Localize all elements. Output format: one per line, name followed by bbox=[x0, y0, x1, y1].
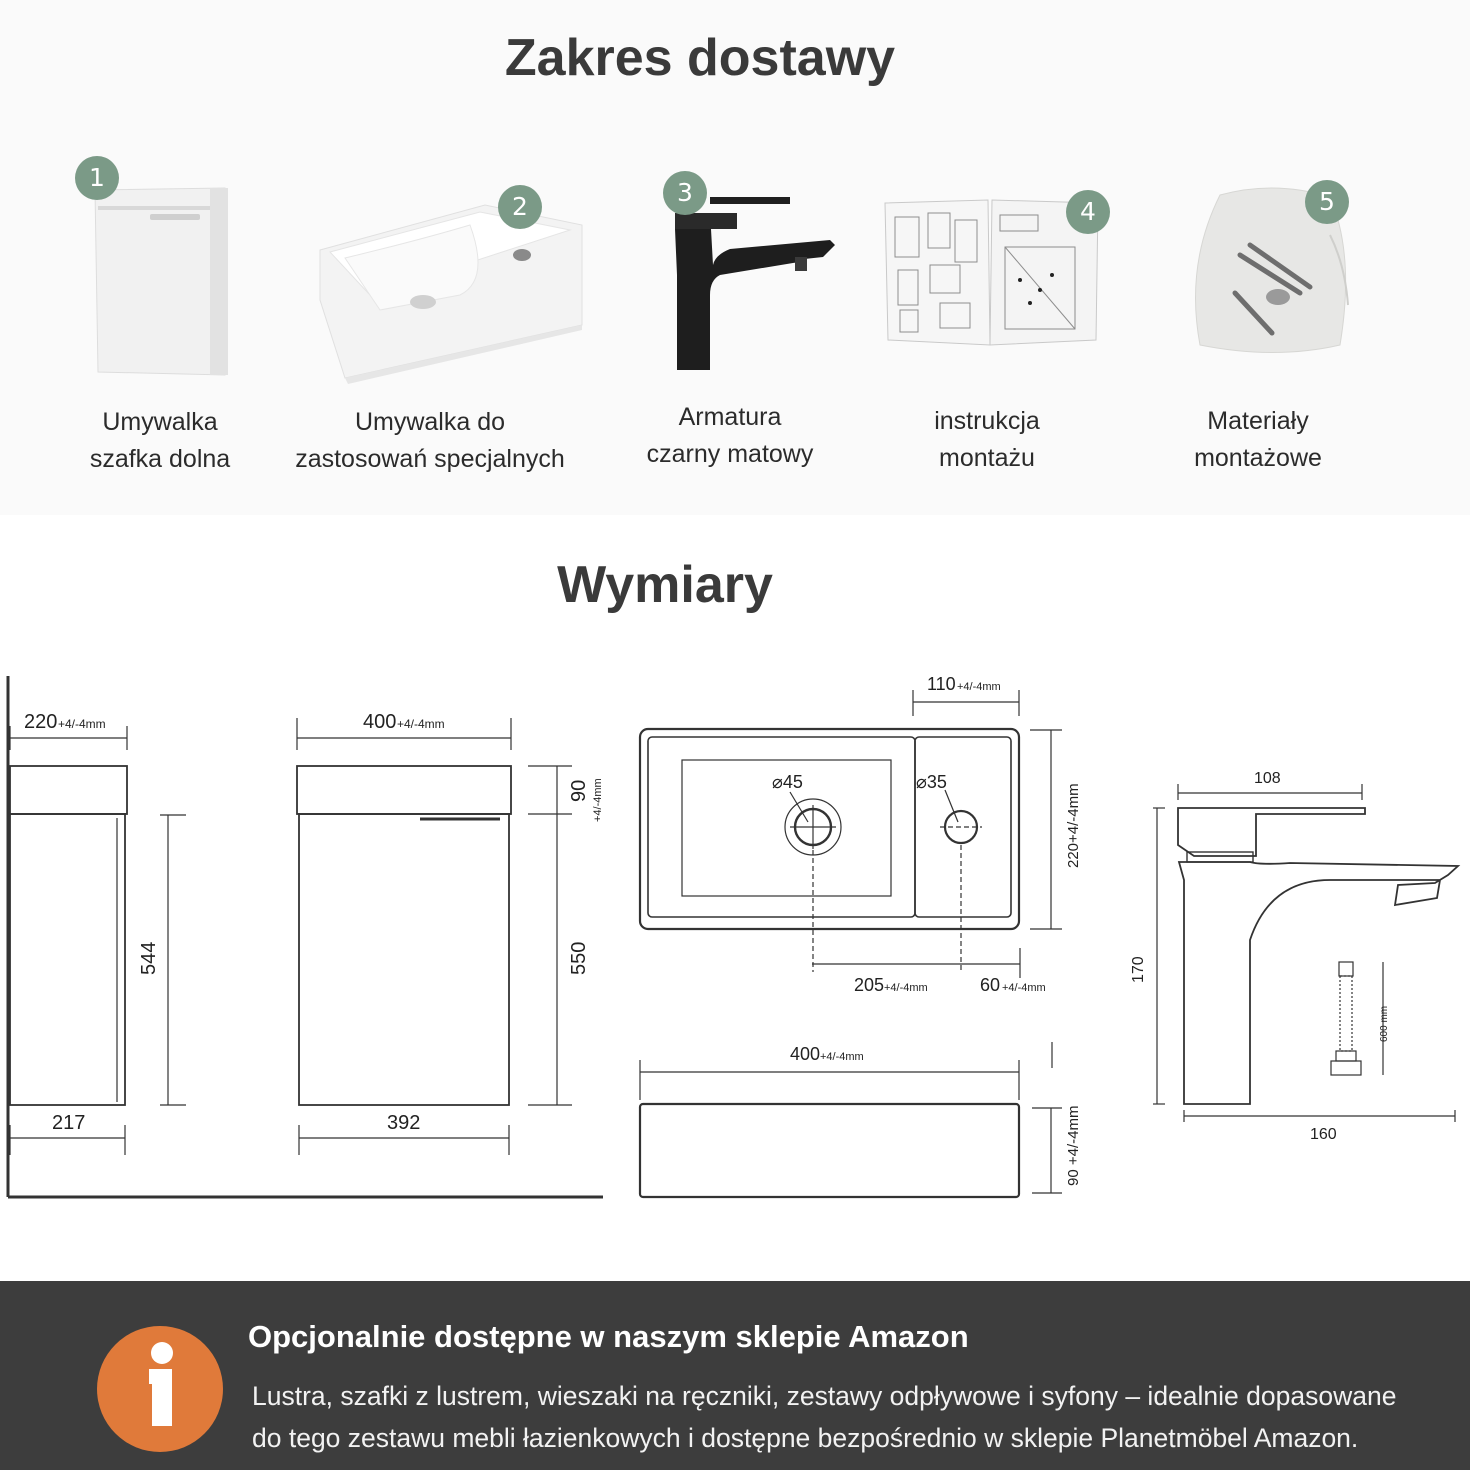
drain-offset-tol-label: +4/-4mm bbox=[884, 982, 928, 994]
tap-zone-label: 110 bbox=[927, 674, 956, 694]
side-width-tol-label: +4/-4mm bbox=[58, 717, 106, 731]
scope-caption-2 bbox=[270, 404, 590, 478]
scope-caption-1 bbox=[40, 404, 280, 478]
tap-zone-tol-label: +4/-4mm bbox=[957, 681, 1001, 693]
caption-line: montażowe bbox=[1194, 444, 1322, 472]
basin-front-width-tol-label: +4/-4mm bbox=[820, 1051, 864, 1063]
basin-front-height-label: 90 +4/-4mm bbox=[1065, 1105, 1082, 1186]
info-icon bbox=[97, 1326, 223, 1452]
scope-item-basin bbox=[310, 180, 590, 390]
front-width-tol-label: +4/-4mm bbox=[397, 717, 445, 731]
info-text-line: do tego zestawu mebli łazienkowych i dostępne bezpośrednio w sklepie Planetmöbel Amazon. bbox=[252, 1423, 1359, 1453]
caption-line: Materiały bbox=[1207, 407, 1309, 435]
tap-offset-tol-label: +4/-4mm bbox=[1002, 982, 1046, 994]
faucet-spout-label: 108 bbox=[1254, 770, 1281, 787]
front-top-tol-label: +4/-4mm bbox=[592, 778, 604, 822]
scope-caption-5 bbox=[1138, 403, 1378, 477]
item-number-badge: 3 bbox=[663, 171, 707, 215]
item-number-badge: 2 bbox=[498, 185, 542, 229]
caption-line: szafka dolna bbox=[89, 445, 231, 473]
scope-item-cabinet bbox=[70, 150, 250, 390]
basin-front-width-label: 400 bbox=[790, 1044, 821, 1064]
scope-section bbox=[0, 0, 1470, 515]
caption-line: Umywalka do bbox=[354, 408, 506, 436]
drain-diameter-label: ⌀45 bbox=[772, 772, 803, 792]
caption-line: instrukcja bbox=[934, 407, 1040, 435]
dimensions-title: Wymiary bbox=[557, 556, 773, 614]
front-height-label: 550 bbox=[568, 941, 590, 975]
scope-title: Zakres dostawy bbox=[504, 29, 896, 87]
side-width-bottom-label: 217 bbox=[52, 1112, 86, 1134]
hose-length-label: 600 mm bbox=[1379, 1005, 1390, 1042]
basin-depth-label: 220+4/-4mm bbox=[1065, 783, 1082, 868]
tap-hole-diameter-label: ⌀35 bbox=[916, 772, 947, 792]
scope-caption-3 bbox=[610, 399, 850, 473]
info-banner bbox=[0, 1281, 1470, 1470]
item-number-badge: 4 bbox=[1066, 190, 1110, 234]
front-width-top-label: 400 bbox=[363, 711, 397, 733]
faucet-height-label: 170 bbox=[1130, 956, 1147, 983]
caption-line: montażu bbox=[939, 444, 1035, 472]
faucet-length-label: 160 bbox=[1310, 1126, 1337, 1143]
tap-offset-label: 60 bbox=[980, 975, 1001, 995]
scope-caption-4 bbox=[867, 403, 1107, 477]
caption-line: zastosowań specjalnych bbox=[295, 445, 565, 473]
basin-icon bbox=[310, 180, 590, 390]
scope-item-faucet bbox=[655, 165, 845, 380]
item-number-badge: 1 bbox=[75, 156, 119, 200]
drain-offset-label: 205 bbox=[854, 975, 885, 995]
dimension-drawing bbox=[0, 640, 1470, 1220]
info-text bbox=[252, 1375, 1467, 1459]
item-number-badge: 5 bbox=[1305, 180, 1349, 224]
info-text-line: Lustra, szafki z lustrem, wieszaki na ręczniki, zestawy odpływowe i syfony – idealnie dopasowane bbox=[252, 1381, 1397, 1411]
side-height-label: 544 bbox=[138, 941, 160, 975]
caption-line: Umywalka bbox=[102, 408, 218, 436]
front-width-bottom-label: 392 bbox=[387, 1112, 421, 1134]
caption-line: Armatura bbox=[678, 403, 782, 431]
scope-item-materials bbox=[1180, 175, 1370, 360]
front-top-height-label: 90 bbox=[568, 779, 590, 802]
scope-item-manual bbox=[880, 185, 1120, 355]
info-title: Opcjonalnie dostępne w naszym sklepie Amazon bbox=[248, 1319, 969, 1354]
caption-line: czarny matowy bbox=[646, 440, 814, 468]
side-width-top-label: 220 bbox=[24, 711, 58, 733]
